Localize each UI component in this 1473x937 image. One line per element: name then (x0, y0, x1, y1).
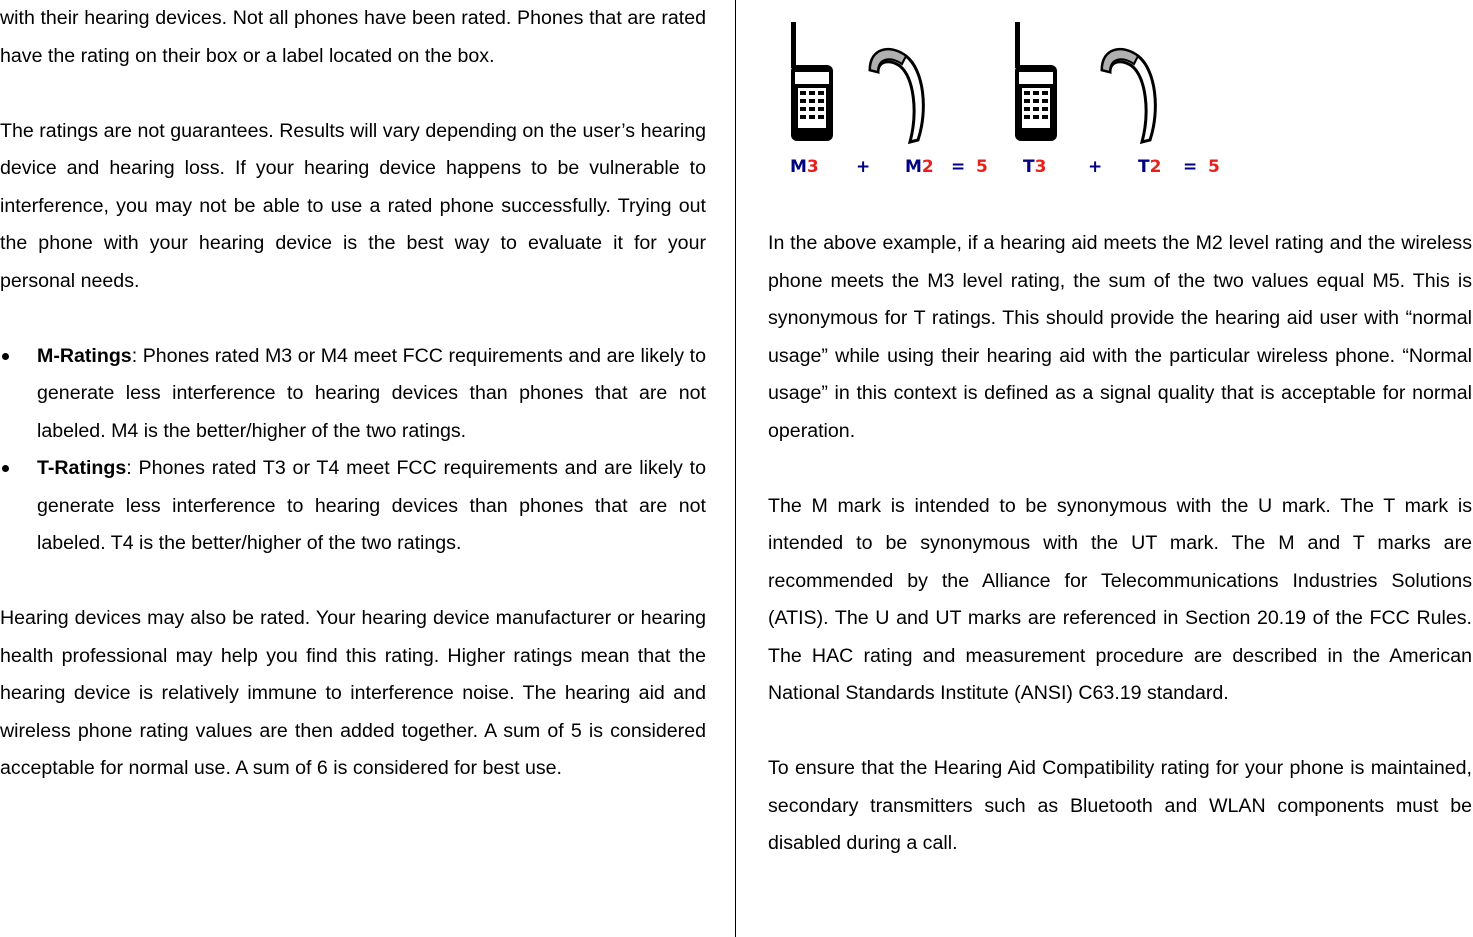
aid-rating-label-t (1138, 157, 1161, 177)
left-column (0, 0, 706, 788)
phone-icon (1015, 22, 1057, 141)
equals-sign: = (951, 157, 966, 177)
paragraph-secondary-transmitters: To ensure that the Hearing Aid Compatibility rating for your phone is maintained, secondary transmitters such as Bluetooth and WLAN components must be disabled during a call. (768, 757, 1472, 854)
aid-rating-m-digit: 2 (921, 157, 934, 177)
list-item-t-ratings (0, 450, 706, 563)
equals-sign: = (1183, 157, 1198, 177)
m-ratings-term: M-Ratings (37, 344, 132, 367)
phone-rating-m-digit: 3 (806, 157, 819, 177)
aid-rating-t-letter: T (1138, 157, 1150, 177)
phone-icon (791, 22, 833, 141)
plus-sign: + (856, 157, 871, 177)
paragraph-m-t-marks: The M mark is intended to be synonymous with the U mark. The T mark is intended to be synonymous with the UT mark. The M and T marks are recommended by the Alliance for Telecommunications Industries Solutions (ATIS). The U and UT marks are referenced in Section 20.19 of the FCC Rules. The HAC rating and measurement procedure are described in the American National Standards Institute (ANSI) C63.19 standard. (768, 494, 1472, 704)
aid-rating-m-letter: M (905, 157, 922, 177)
paragraph-phone-ratings-label: with their hearing devices. Not all phones have been rated. Phones that are rated have the rating on their box or a label located on the box. (0, 7, 706, 67)
paragraph-ratings-not-guarantees: The ratings are not guarantees. Results will vary depending on the user’s hearing device and hearing loss. If your hearing device happens to be vulnerable to interference, you may not be able to use a rated phone successfully. Trying out the phone with your hearing device is the best way to evaluate it for your personal needs. (0, 119, 706, 292)
aid-rating-label-m (905, 157, 934, 177)
t-ratings-term: T-Ratings (37, 457, 127, 479)
paragraph-example-explanation: In the above example, if a hearing aid meets the M2 level rating and the wireless phone meets the M3 level rating, the sum of the two values equal M5. This is synonymous for T ratings. This should provide the hearing aid user with “normal usage” while using their hearing aid with the particular wireless phone. “Normal usage” in this context is defined as a signal quality that is acceptable for normal operation. (768, 232, 1472, 442)
rating-example-figure (778, 20, 1238, 180)
plus-sign: + (1088, 157, 1103, 177)
t-ratings-description: : Phones rated T3 or T4 meet FCC requirements and are likely to generate less interference to hearing devices than phones that are not labeled. T4 is the better/higher of the two ratings. (37, 457, 706, 554)
list-item-m-ratings (0, 338, 706, 451)
column-divider (735, 0, 736, 937)
ratings-list (0, 338, 706, 563)
aid-rating-t-digit: 2 (1149, 157, 1162, 177)
paragraph-hearing-device-ratings: Hearing devices may also be rated. Your hearing device manufacturer or hearing health professional may help you find this rating. Higher ratings mean that the hearing device is relatively immune to interference noise. The hearing aid and wireless phone rating values are then added together. A sum of 5 is considered acceptable for normal use. A sum of 6 is considered for best use. (0, 607, 706, 779)
rating-example-svg (778, 20, 1238, 180)
m-ratings-description: : Phones rated M3 or M4 meet FCC requirements and are likely to generate less interference to hearing devices than phones that are not labeled. M4 is the better/higher of the two ratings. (37, 344, 706, 442)
hearing-aid-icon (1102, 49, 1155, 142)
phone-rating-label-m (790, 157, 819, 177)
sum-value: 5 (1208, 157, 1220, 177)
phone-rating-t-digit: 3 (1034, 157, 1047, 177)
right-column (768, 225, 1472, 863)
phone-rating-t-letter: T (1023, 157, 1035, 177)
phone-rating-m-letter: M (790, 157, 807, 177)
phone-rating-label-t (1023, 157, 1046, 177)
sum-value: 5 (976, 157, 988, 177)
hearing-aid-icon (870, 49, 923, 142)
